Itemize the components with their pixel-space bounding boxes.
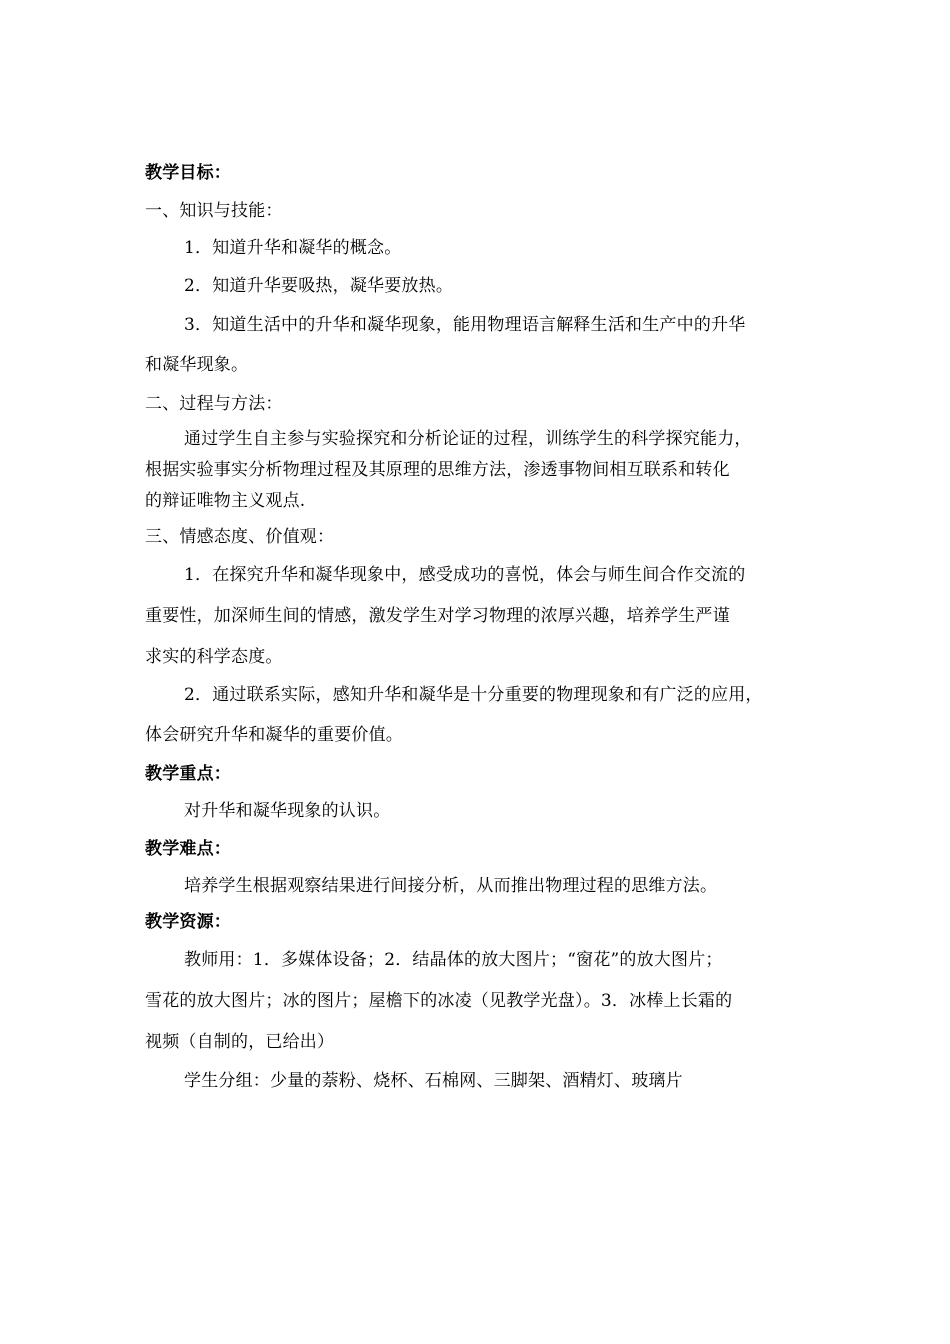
section3-item2-line-2: 体会研究升华和凝华的重要价值。 <box>145 725 403 745</box>
section2-text-line-1: 通过学生自主参与实验探究和分析论证的过程，训练学生的科学探究能力， <box>184 429 752 449</box>
section1-heading: 一、知识与技能： <box>145 201 283 221</box>
key-points-heading: 教学重点： <box>145 764 231 784</box>
resources-teacher-line-1: 教师用：1．多媒体设备；2．结晶体的放大图片；“窗花”的放大图片； <box>184 950 723 970</box>
section3-item1-line-3: 求实的科学态度。 <box>145 647 283 667</box>
objectives-heading: 教学目标： <box>145 163 231 183</box>
section2-heading: 二、过程与方法： <box>145 394 283 414</box>
section1-item-3-line-2: 和凝华现象。 <box>145 355 249 375</box>
section3-item2-line-1: 2．通过联系实际，感知升华和凝华是十分重要的物理现象和有广泛的应用， <box>184 685 763 705</box>
section1-item-1: 1．知道升华和凝华的概念。 <box>184 238 402 258</box>
resources-teacher-line-3: 视频（自制的，已给出） <box>145 1032 335 1052</box>
key-points-text: 对升华和凝华现象的认识。 <box>184 801 391 821</box>
section1-item-2: 2．知道升华要吸热，凝华要放热。 <box>184 276 454 296</box>
resources-student: 学生分组：少量的萘粉、烧杯、石棉网、三脚架、酒精灯、玻璃片 <box>184 1071 683 1091</box>
section2-text-line-2: 根据实验事实分析物理过程及其原理的思维方法，渗透事物间相互联系和转化 <box>145 460 730 480</box>
difficulties-text: 培养学生根据观察结果进行间接分析，从而推出物理过程的思维方法。 <box>184 876 718 896</box>
difficulties-heading: 教学难点： <box>145 839 231 859</box>
resources-teacher-line-2: 雪花的放大图片；冰的图片；屋檐下的冰凌（见教学光盘）。3．冰棒上长霜的 <box>145 991 733 1011</box>
section3-item1-line-1: 1．在探究升华和凝华现象中，感受成功的喜悦，体会与师生间合作交流的 <box>184 565 746 585</box>
section2-text-line-3: 的辩证唯物主义观点. <box>145 491 306 511</box>
section3-item1-line-2: 重要性，加深师生间的情感，激发学生对学习物理的浓厚兴趣，培养学生严谨 <box>145 606 730 626</box>
section3-heading: 三、情感态度、价值观： <box>145 527 335 547</box>
resources-heading: 教学资源： <box>145 912 231 932</box>
section1-item-3-line-1: 3．知道生活中的升华和凝华现象，能用物理语言解释生活和生产中的升华 <box>184 315 746 335</box>
